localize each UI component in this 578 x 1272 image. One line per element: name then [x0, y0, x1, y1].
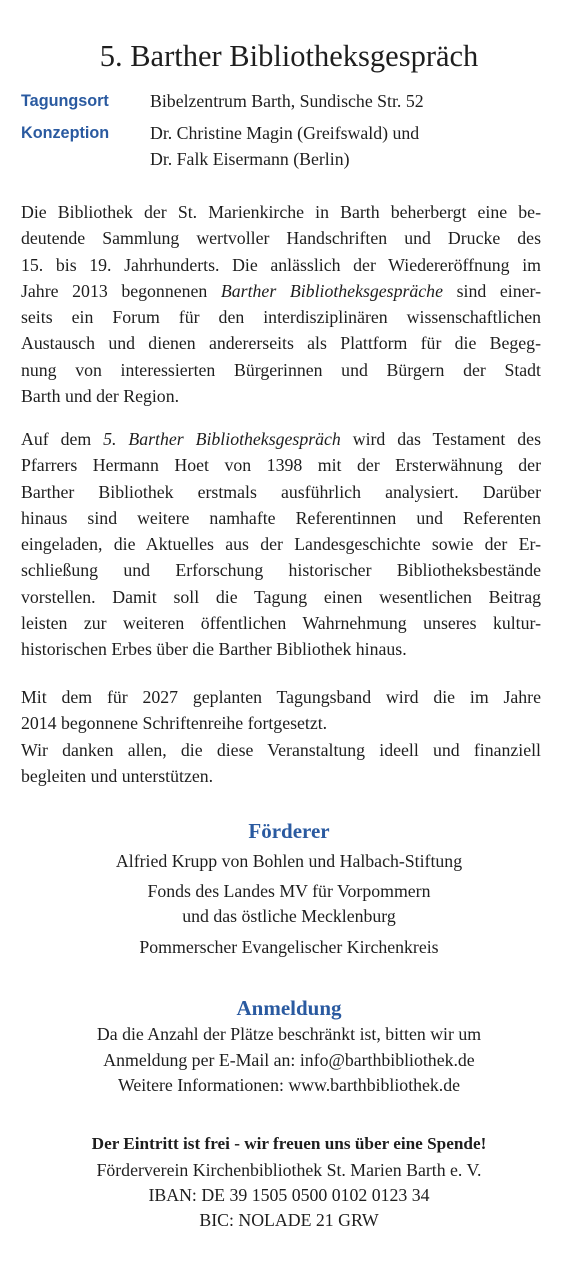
sponsor-item: Fonds des Landes MV für Vorpommern	[147, 881, 431, 901]
registration-website: Weitere Informationen: www.barthbibliothek.de	[117, 1075, 461, 1095]
text-line: Wir danken allen, die diese Veranstaltung ideell und finanziell	[21, 739, 541, 760]
concept-line-1: Dr. Christine Magin (Greifswald) und	[150, 123, 420, 143]
registration-line: Da die Anzahl der Plätze beschränkt ist, bitten wir um	[96, 1024, 482, 1044]
text-line: 2014 begonnene Schriftenreihe fortgesetzt.	[21, 713, 328, 734]
intro-paragraph	[21, 199, 541, 409]
text-line: Barth und der Region.	[21, 386, 180, 407]
text-line: nung von interessierten Bürgerinnen und Bürgern der Stadt	[21, 359, 541, 380]
series-name: Barther Bibliotheksgespräche	[220, 280, 443, 301]
text-line: hinaus sind weitere namhafte Referentinnen und Referenten	[21, 507, 541, 528]
page-title: 5. Barther Bibliotheksgespräch	[99, 39, 479, 73]
concept-label: Konzeption	[21, 124, 110, 142]
event-name: 5. Barther Bibliotheksgespräch	[103, 429, 341, 449]
sponsors-heading: Förderer	[248, 819, 330, 843]
sponsor-item: und das östliche Mecklenburg	[182, 906, 396, 926]
text-line: vorstellen. Damit soll die Tagung einen wesentlichen Beitrag	[21, 586, 541, 607]
text-line: begleiten und unterstützen.	[21, 765, 214, 786]
text-line: leisten zur weiteren öffentlichen Wahrnehmung unseres kultur-	[21, 613, 541, 634]
bic: BIC: NOLADE 21 GRW	[199, 1210, 379, 1230]
text-line: Austausch und dienen andererseits als Plattform für die Begeg-	[21, 333, 541, 354]
sponsor-item: Alfried Krupp von Bohlen und Halbach-Stiftung	[115, 851, 463, 871]
text-line: schließung und Erforschung historischer Bibliotheksbestände	[21, 560, 541, 581]
association-name: Förderverein Kirchenbibliothek St. Marien Barth e. V.	[96, 1160, 482, 1180]
text-line: Auf dem 5. Barther Bibliotheksgespräch wird das Testament des	[21, 429, 541, 449]
text-line: Mit dem für 2027 geplanten Tagungsband wird die im Jahre	[21, 687, 541, 707]
text-line: Die Bibliothek der St. Marienkirche in Barth beherbergt eine be-	[21, 202, 541, 222]
sponsor-item: Pommerscher Evangelischer Kirchenkreis	[139, 937, 439, 957]
text-line: Barther Bibliothek erstmals ausführlich analysiert. Darüber	[21, 481, 541, 502]
text-line: Pfarrers Hermann Hoet von 1398 mit der Ersterwähnung der	[21, 455, 541, 476]
registration-email: Anmeldung per E-Mail an: info@barthbibliothek.de	[103, 1050, 475, 1070]
program-paragraph	[21, 426, 541, 663]
text-line: Jahre 2013 begonnenen Barther Bibliotheksgespräche sind einer-	[21, 280, 541, 301]
text-line: deutende Sammlung wertvoller Handschriften und Drucke des	[21, 228, 541, 249]
closing-paragraph	[21, 684, 541, 789]
free-entry-notice: Der Eintritt ist frei - wir freuen uns über eine Spende!	[91, 1134, 487, 1153]
text-line: 15. bis 19. Jahrhunderts. Die anlässlich der Wiedereröffnung im	[21, 254, 541, 275]
iban: IBAN: DE 39 1505 0500 0102 0123 34	[148, 1185, 430, 1205]
text-line: eingeladen, die Aktuelles aus der Landesgeschichte sowie der Er-	[21, 534, 541, 555]
registration-heading: Anmeldung	[236, 996, 342, 1020]
concept-line-2: Dr. Falk Eisermann (Berlin)	[150, 149, 350, 169]
venue-label: Tagungsort	[21, 92, 109, 110]
text-line: historischen Erbes über die Barther Bibliothek hinaus.	[21, 639, 407, 660]
text-line: seits ein Forum für den interdisziplinären wissenschaftlichen	[21, 307, 541, 328]
venue-value: Bibelzentrum Barth, Sundische Str. 52	[150, 91, 424, 111]
